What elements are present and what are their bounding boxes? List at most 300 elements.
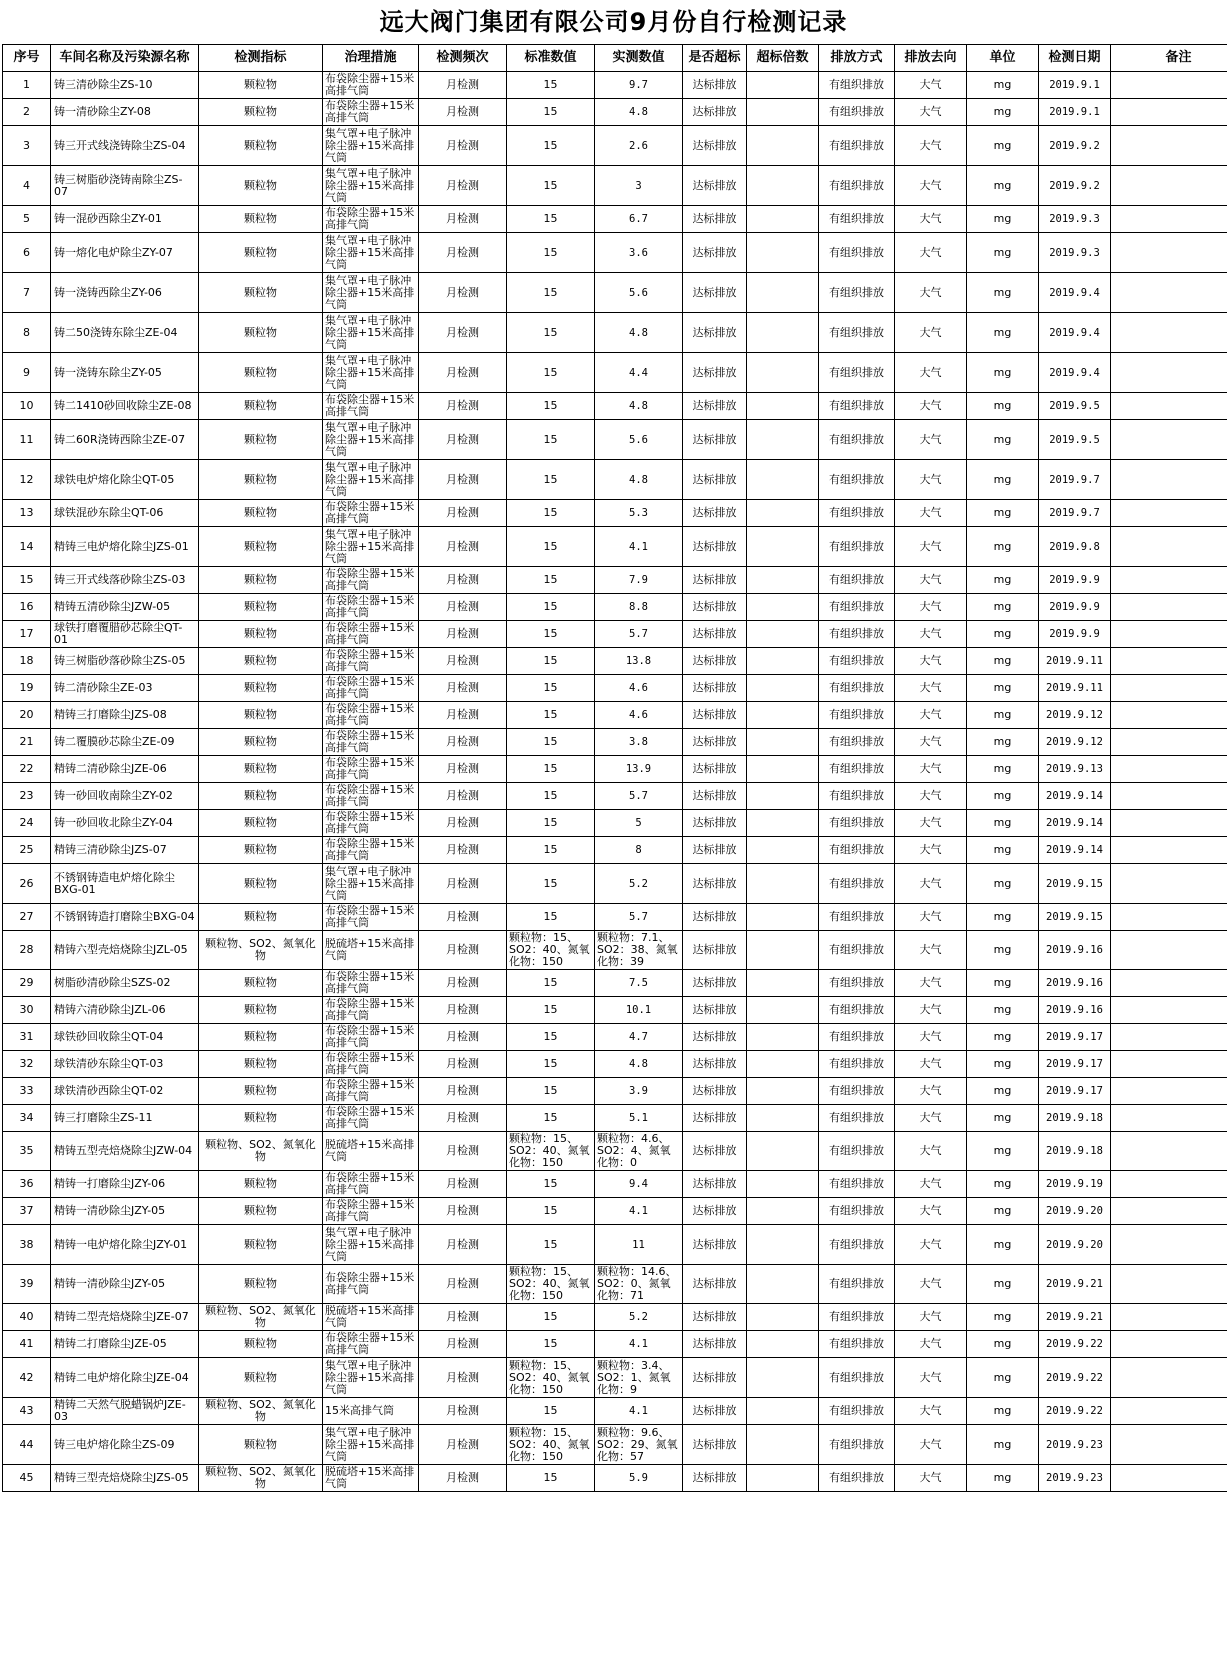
unit: mg xyxy=(967,810,1039,837)
indicator: 颗粒物 xyxy=(199,99,323,126)
source-name: 铸二50浇铸东除尘ZE-04 xyxy=(51,313,199,353)
remark xyxy=(1111,1105,1227,1132)
frequency: 月检测 xyxy=(419,1304,507,1331)
test-date: 2019.9.7 xyxy=(1039,460,1111,500)
measured-value: 2.6 xyxy=(595,126,683,166)
measured-value: 5.9 xyxy=(595,1465,683,1492)
treatment: 布袋除尘器+15米高排气筒 xyxy=(323,783,419,810)
measured-value: 颗粒物：14.6、SO2：0、氮氧化物：71 xyxy=(595,1265,683,1304)
exceed-multiple xyxy=(747,393,819,420)
frequency: 月检测 xyxy=(419,460,507,500)
measured-value: 10.1 xyxy=(595,997,683,1024)
frequency: 月检测 xyxy=(419,313,507,353)
indicator: 颗粒物、SO2、氮氧化物 xyxy=(199,1132,323,1171)
treatment: 集气罩+电子脉冲除尘器+15米高排气筒 xyxy=(323,233,419,273)
destination: 大气 xyxy=(895,72,967,99)
source-name: 铸二1410砂回收除尘ZE-08 xyxy=(51,393,199,420)
standard-value: 颗粒物：15、SO2：40、氮氧化物：150 xyxy=(507,1265,595,1304)
destination: 大气 xyxy=(895,729,967,756)
monitoring-table xyxy=(2,44,1227,1492)
source-name: 精铸一清砂除尘JZY-05 xyxy=(51,1265,199,1304)
row-seq: 5 xyxy=(3,206,51,233)
source-name: 精铸五型壳焙烧除尘JZW-04 xyxy=(51,1132,199,1171)
exceed-status: 达标排放 xyxy=(683,702,747,729)
test-date: 2019.9.16 xyxy=(1039,997,1111,1024)
treatment: 布袋除尘器+15米高排气筒 xyxy=(323,1024,419,1051)
exceed-status: 达标排放 xyxy=(683,1331,747,1358)
standard-value: 15 xyxy=(507,313,595,353)
indicator: 颗粒物 xyxy=(199,393,323,420)
unit: mg xyxy=(967,460,1039,500)
remark xyxy=(1111,1132,1227,1171)
remark xyxy=(1111,273,1227,313)
indicator: 颗粒物 xyxy=(199,594,323,621)
frequency: 月检测 xyxy=(419,675,507,702)
treatment: 集气罩+电子脉冲除尘器+15米高排气筒 xyxy=(323,1225,419,1265)
source-name: 精铸三电炉熔化除尘JZS-01 xyxy=(51,527,199,567)
exceed-multiple xyxy=(747,313,819,353)
standard-value: 15 xyxy=(507,594,595,621)
unit: mg xyxy=(967,1465,1039,1492)
test-date: 2019.9.4 xyxy=(1039,313,1111,353)
frequency: 月检测 xyxy=(419,567,507,594)
test-date: 2019.9.11 xyxy=(1039,648,1111,675)
treatment: 布袋除尘器+15米高排气筒 xyxy=(323,393,419,420)
measured-value: 8.8 xyxy=(595,594,683,621)
unit: mg xyxy=(967,1171,1039,1198)
treatment: 布袋除尘器+15米高排气筒 xyxy=(323,904,419,931)
treatment: 布袋除尘器+15米高排气筒 xyxy=(323,756,419,783)
exceed-status: 达标排放 xyxy=(683,1051,747,1078)
indicator: 颗粒物 xyxy=(199,1331,323,1358)
emission-mode: 有组织排放 xyxy=(819,904,895,931)
emission-mode: 有组织排放 xyxy=(819,126,895,166)
emission-mode: 有组织排放 xyxy=(819,864,895,904)
standard-value: 15 xyxy=(507,567,595,594)
measured-value: 5.2 xyxy=(595,864,683,904)
indicator: 颗粒物 xyxy=(199,273,323,313)
source-name: 球铁清砂东除尘QT-03 xyxy=(51,1051,199,1078)
exceed-status: 达标排放 xyxy=(683,567,747,594)
unit: mg xyxy=(967,1051,1039,1078)
indicator: 颗粒物 xyxy=(199,648,323,675)
indicator: 颗粒物 xyxy=(199,206,323,233)
emission-mode: 有组织排放 xyxy=(819,1198,895,1225)
indicator: 颗粒物 xyxy=(199,420,323,460)
source-name: 球铁打磨覆腊砂芯除尘QT-01 xyxy=(51,621,199,648)
indicator: 颗粒物 xyxy=(199,1225,323,1265)
exceed-status: 达标排放 xyxy=(683,206,747,233)
unit: mg xyxy=(967,420,1039,460)
table-row xyxy=(3,1398,1227,1425)
destination: 大气 xyxy=(895,567,967,594)
test-date: 2019.9.22 xyxy=(1039,1358,1111,1398)
measured-value: 5.6 xyxy=(595,273,683,313)
table-row xyxy=(3,1265,1227,1304)
exceed-multiple xyxy=(747,1304,819,1331)
standard-value: 15 xyxy=(507,756,595,783)
emission-mode: 有组织排放 xyxy=(819,1425,895,1465)
row-seq: 45 xyxy=(3,1465,51,1492)
unit: mg xyxy=(967,729,1039,756)
emission-mode: 有组织排放 xyxy=(819,273,895,313)
standard-value: 15 xyxy=(507,1198,595,1225)
treatment: 布袋除尘器+15米高排气筒 xyxy=(323,1078,419,1105)
exceed-multiple xyxy=(747,1331,819,1358)
treatment: 脱硫塔+15米高排气筒 xyxy=(323,1132,419,1171)
exceed-multiple xyxy=(747,970,819,997)
measured-value: 5.1 xyxy=(595,1105,683,1132)
measured-value: 4.8 xyxy=(595,313,683,353)
indicator: 颗粒物 xyxy=(199,997,323,1024)
unit: mg xyxy=(967,1024,1039,1051)
emission-mode: 有组织排放 xyxy=(819,931,895,970)
destination: 大气 xyxy=(895,810,967,837)
frequency: 月检测 xyxy=(419,233,507,273)
emission-mode: 有组织排放 xyxy=(819,500,895,527)
emission-mode: 有组织排放 xyxy=(819,1078,895,1105)
measured-value: 3.9 xyxy=(595,1078,683,1105)
source-name: 球铁电炉熔化除尘QT-05 xyxy=(51,460,199,500)
exceed-multiple xyxy=(747,837,819,864)
treatment: 脱硫塔+15米高排气筒 xyxy=(323,1465,419,1492)
exceed-status: 达标排放 xyxy=(683,126,747,166)
exceed-status: 达标排放 xyxy=(683,675,747,702)
emission-mode: 有组织排放 xyxy=(819,729,895,756)
remark xyxy=(1111,72,1227,99)
exceed-multiple xyxy=(747,460,819,500)
exceed-status: 达标排放 xyxy=(683,313,747,353)
row-seq: 9 xyxy=(3,353,51,393)
treatment: 布袋除尘器+15米高排气筒 xyxy=(323,1198,419,1225)
frequency: 月检测 xyxy=(419,99,507,126)
source-name: 球铁混砂东除尘QT-06 xyxy=(51,500,199,527)
unit: mg xyxy=(967,594,1039,621)
table-row xyxy=(3,126,1227,166)
source-name: 精铸六清砂除尘JZL-06 xyxy=(51,997,199,1024)
source-name: 铸一清砂除尘ZY-08 xyxy=(51,99,199,126)
table-row xyxy=(3,1198,1227,1225)
unit: mg xyxy=(967,500,1039,527)
source-name: 铸一砂回收北除尘ZY-04 xyxy=(51,810,199,837)
col-emission-mode-header: 排放方式 xyxy=(819,45,895,72)
test-date: 2019.9.9 xyxy=(1039,621,1111,648)
destination: 大气 xyxy=(895,997,967,1024)
measured-value: 5.7 xyxy=(595,904,683,931)
row-seq: 14 xyxy=(3,527,51,567)
standard-value: 15 xyxy=(507,1225,595,1265)
table-row xyxy=(3,72,1227,99)
exceed-multiple xyxy=(747,99,819,126)
frequency: 月检测 xyxy=(419,931,507,970)
emission-mode: 有组织排放 xyxy=(819,1398,895,1425)
treatment: 布袋除尘器+15米高排气筒 xyxy=(323,72,419,99)
exceed-status: 达标排放 xyxy=(683,527,747,567)
treatment: 布袋除尘器+15米高排气筒 xyxy=(323,1105,419,1132)
row-seq: 17 xyxy=(3,621,51,648)
standard-value: 颗粒物：15、SO2：40、氮氧化物：150 xyxy=(507,1425,595,1465)
frequency: 月检测 xyxy=(419,1398,507,1425)
remark xyxy=(1111,500,1227,527)
frequency: 月检测 xyxy=(419,166,507,206)
destination: 大气 xyxy=(895,1331,967,1358)
remark xyxy=(1111,997,1227,1024)
test-date: 2019.9.18 xyxy=(1039,1132,1111,1171)
row-seq: 4 xyxy=(3,166,51,206)
frequency: 月检测 xyxy=(419,273,507,313)
measured-value: 颗粒物：3.4、SO2：1、氮氧化物：9 xyxy=(595,1358,683,1398)
remark xyxy=(1111,970,1227,997)
destination: 大气 xyxy=(895,1105,967,1132)
remark xyxy=(1111,1358,1227,1398)
col-treatment-header: 治理措施 xyxy=(323,45,419,72)
exceed-multiple xyxy=(747,1051,819,1078)
destination: 大气 xyxy=(895,313,967,353)
col-seq-header: 序号 xyxy=(3,45,51,72)
treatment: 集气罩+电子脉冲除尘器+15米高排气筒 xyxy=(323,1358,419,1398)
exceed-multiple xyxy=(747,702,819,729)
destination: 大气 xyxy=(895,1171,967,1198)
indicator: 颗粒物 xyxy=(199,729,323,756)
destination: 大气 xyxy=(895,99,967,126)
remark xyxy=(1111,1265,1227,1304)
frequency: 月检测 xyxy=(419,1265,507,1304)
table-row xyxy=(3,1358,1227,1398)
source-name: 铸一浇铸西除尘ZY-06 xyxy=(51,273,199,313)
exceed-status: 达标排放 xyxy=(683,783,747,810)
exceed-status: 达标排放 xyxy=(683,353,747,393)
remark xyxy=(1111,810,1227,837)
destination: 大气 xyxy=(895,1398,967,1425)
unit: mg xyxy=(967,313,1039,353)
source-name: 精铸二天然气脱蜡锅炉JZE-03 xyxy=(51,1398,199,1425)
table-row xyxy=(3,810,1227,837)
exceed-status: 达标排放 xyxy=(683,273,747,313)
row-seq: 21 xyxy=(3,729,51,756)
indicator: 颗粒物 xyxy=(199,72,323,99)
source-name: 精铸三打磨除尘JZS-08 xyxy=(51,702,199,729)
unit: mg xyxy=(967,783,1039,810)
standard-value: 15 xyxy=(507,1398,595,1425)
table-row xyxy=(3,1171,1227,1198)
measured-value: 5.2 xyxy=(595,1304,683,1331)
measured-value: 5.6 xyxy=(595,420,683,460)
exceed-multiple xyxy=(747,1425,819,1465)
emission-mode: 有组织排放 xyxy=(819,594,895,621)
table-row xyxy=(3,702,1227,729)
exceed-status: 达标排放 xyxy=(683,1132,747,1171)
remark xyxy=(1111,313,1227,353)
unit: mg xyxy=(967,72,1039,99)
treatment: 脱硫塔+15米高排气筒 xyxy=(323,1304,419,1331)
remark xyxy=(1111,1051,1227,1078)
test-date: 2019.9.16 xyxy=(1039,931,1111,970)
measured-value: 5.3 xyxy=(595,500,683,527)
destination: 大气 xyxy=(895,393,967,420)
exceed-multiple xyxy=(747,166,819,206)
treatment: 布袋除尘器+15米高排气筒 xyxy=(323,837,419,864)
table-row xyxy=(3,931,1227,970)
treatment: 布袋除尘器+15米高排气筒 xyxy=(323,702,419,729)
unit: mg xyxy=(967,99,1039,126)
exceed-multiple xyxy=(747,1398,819,1425)
remark xyxy=(1111,233,1227,273)
treatment: 布袋除尘器+15米高排气筒 xyxy=(323,648,419,675)
frequency: 月检测 xyxy=(419,1078,507,1105)
exceed-status: 达标排放 xyxy=(683,393,747,420)
measured-value: 3 xyxy=(595,166,683,206)
exceed-multiple xyxy=(747,420,819,460)
unit: mg xyxy=(967,621,1039,648)
test-date: 2019.9.23 xyxy=(1039,1425,1111,1465)
unit: mg xyxy=(967,233,1039,273)
measured-value: 13.8 xyxy=(595,648,683,675)
measured-value: 颗粒物：4.6、SO2：4、氮氧化物：0 xyxy=(595,1132,683,1171)
indicator: 颗粒物 xyxy=(199,500,323,527)
row-seq: 3 xyxy=(3,126,51,166)
emission-mode: 有组织排放 xyxy=(819,675,895,702)
row-seq: 22 xyxy=(3,756,51,783)
frequency: 月检测 xyxy=(419,1465,507,1492)
indicator: 颗粒物 xyxy=(199,904,323,931)
test-date: 2019.9.1 xyxy=(1039,99,1111,126)
emission-mode: 有组织排放 xyxy=(819,1331,895,1358)
row-seq: 33 xyxy=(3,1078,51,1105)
indicator: 颗粒物 xyxy=(199,970,323,997)
source-name: 球铁清砂西除尘QT-02 xyxy=(51,1078,199,1105)
source-name: 精铸一清砂除尘JZY-05 xyxy=(51,1198,199,1225)
source-name: 不锈钢铸造电炉熔化除尘BXG-01 xyxy=(51,864,199,904)
exceed-multiple xyxy=(747,233,819,273)
indicator: 颗粒物 xyxy=(199,567,323,594)
row-seq: 12 xyxy=(3,460,51,500)
remark xyxy=(1111,783,1227,810)
source-name: 铸一熔化电炉除尘ZY-07 xyxy=(51,233,199,273)
treatment: 集气罩+电子脉冲除尘器+15米高排气筒 xyxy=(323,864,419,904)
standard-value: 15 xyxy=(507,648,595,675)
destination: 大气 xyxy=(895,1465,967,1492)
unit: mg xyxy=(967,864,1039,904)
remark xyxy=(1111,1304,1227,1331)
remark xyxy=(1111,1171,1227,1198)
table-row xyxy=(3,420,1227,460)
col-measured-header: 实测数值 xyxy=(595,45,683,72)
frequency: 月检测 xyxy=(419,783,507,810)
standard-value: 15 xyxy=(507,273,595,313)
standard-value: 15 xyxy=(507,72,595,99)
test-date: 2019.9.17 xyxy=(1039,1051,1111,1078)
emission-mode: 有组织排放 xyxy=(819,702,895,729)
unit: mg xyxy=(967,1105,1039,1132)
standard-value: 15 xyxy=(507,206,595,233)
unit: mg xyxy=(967,1358,1039,1398)
table-row xyxy=(3,500,1227,527)
row-seq: 27 xyxy=(3,904,51,931)
exceed-status: 达标排放 xyxy=(683,1198,747,1225)
destination: 大气 xyxy=(895,756,967,783)
frequency: 月检测 xyxy=(419,997,507,1024)
source-name: 球铁砂回收除尘QT-04 xyxy=(51,1024,199,1051)
row-seq: 28 xyxy=(3,931,51,970)
unit: mg xyxy=(967,1198,1039,1225)
test-date: 2019.9.18 xyxy=(1039,1105,1111,1132)
source-name: 铸二60R浇铸西除尘ZE-07 xyxy=(51,420,199,460)
measured-value: 4.6 xyxy=(595,675,683,702)
treatment: 布袋除尘器+15米高排气筒 xyxy=(323,567,419,594)
frequency: 月检测 xyxy=(419,500,507,527)
table-row xyxy=(3,648,1227,675)
standard-value: 15 xyxy=(507,729,595,756)
treatment: 布袋除尘器+15米高排气筒 xyxy=(323,500,419,527)
unit: mg xyxy=(967,527,1039,567)
test-date: 2019.9.16 xyxy=(1039,970,1111,997)
unit: mg xyxy=(967,997,1039,1024)
exceed-status: 达标排放 xyxy=(683,1024,747,1051)
treatment: 集气罩+电子脉冲除尘器+15米高排气筒 xyxy=(323,460,419,500)
col-date-header: 检测日期 xyxy=(1039,45,1111,72)
measured-value: 9.7 xyxy=(595,72,683,99)
source-name: 铸二清砂除尘ZE-03 xyxy=(51,675,199,702)
table-row xyxy=(3,460,1227,500)
indicator: 颗粒物 xyxy=(199,702,323,729)
test-date: 2019.9.15 xyxy=(1039,864,1111,904)
destination: 大气 xyxy=(895,702,967,729)
frequency: 月检测 xyxy=(419,1024,507,1051)
test-date: 2019.9.3 xyxy=(1039,206,1111,233)
table-row xyxy=(3,1304,1227,1331)
frequency: 月检测 xyxy=(419,1132,507,1171)
remark xyxy=(1111,393,1227,420)
frequency: 月检测 xyxy=(419,904,507,931)
exceed-multiple xyxy=(747,997,819,1024)
emission-mode: 有组织排放 xyxy=(819,206,895,233)
measured-value: 4.1 xyxy=(595,527,683,567)
source-name: 精铸三型壳焙烧除尘JZS-05 xyxy=(51,1465,199,1492)
col-standard-header: 标准数值 xyxy=(507,45,595,72)
emission-mode: 有组织排放 xyxy=(819,756,895,783)
table-row xyxy=(3,1331,1227,1358)
unit: mg xyxy=(967,904,1039,931)
frequency: 月检测 xyxy=(419,353,507,393)
standard-value: 15 xyxy=(507,997,595,1024)
treatment: 布袋除尘器+15米高排气筒 xyxy=(323,1265,419,1304)
indicator: 颗粒物 xyxy=(199,864,323,904)
exceed-status: 达标排放 xyxy=(683,1304,747,1331)
emission-mode: 有组织排放 xyxy=(819,997,895,1024)
exceed-status: 达标排放 xyxy=(683,1105,747,1132)
exceed-multiple xyxy=(747,864,819,904)
emission-mode: 有组织排放 xyxy=(819,353,895,393)
unit: mg xyxy=(967,931,1039,970)
remark xyxy=(1111,527,1227,567)
row-seq: 32 xyxy=(3,1051,51,1078)
indicator: 颗粒物 xyxy=(199,126,323,166)
measured-value: 4.8 xyxy=(595,393,683,420)
indicator: 颗粒物 xyxy=(199,1051,323,1078)
frequency: 月检测 xyxy=(419,420,507,460)
standard-value: 15 xyxy=(507,783,595,810)
source-name: 铸一混砂西除尘ZY-01 xyxy=(51,206,199,233)
indicator: 颗粒物 xyxy=(199,166,323,206)
frequency: 月检测 xyxy=(419,621,507,648)
exceed-status: 达标排放 xyxy=(683,997,747,1024)
measured-value: 8 xyxy=(595,837,683,864)
source-name: 铸三打磨除尘ZS-11 xyxy=(51,1105,199,1132)
row-seq: 7 xyxy=(3,273,51,313)
table-row xyxy=(3,864,1227,904)
measured-value: 4.4 xyxy=(595,353,683,393)
exceed-multiple xyxy=(747,1198,819,1225)
